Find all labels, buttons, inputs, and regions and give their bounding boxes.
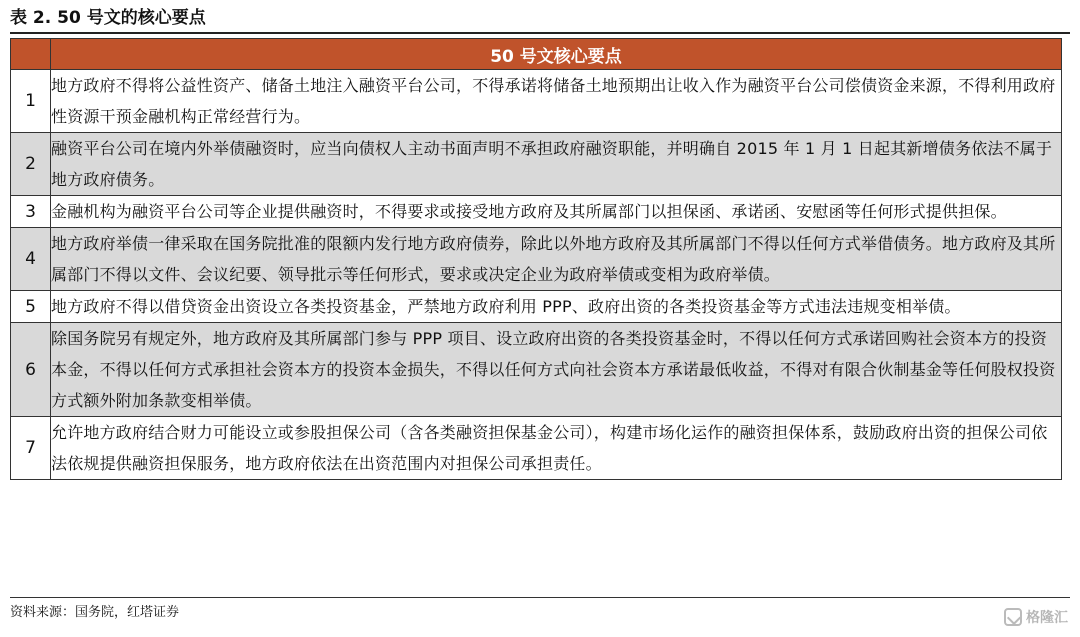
row-number: 7	[11, 417, 51, 480]
row-text: 地方政府举债一律采取在国务院批准的限额内发行地方政府债券，除此以外地方政府及其所属部门不得以任何方式举借债务。地方政府及其所属部门不得以文件、会议纪要、领导批示等任何形式，要求或决定企业为政府举债或变相为政府举债。	[51, 228, 1062, 291]
table-row	[11, 133, 1062, 196]
row-number: 2	[11, 133, 51, 196]
table-row	[11, 417, 1062, 480]
row-text: 地方政府不得以借贷资金出资设立各类投资基金，严禁地方政府利用 PPP、政府出资的各类投资基金等方式违法违规变相举债。	[51, 291, 1062, 323]
row-text: 融资平台公司在境内外举债融资时，应当向债权人主动书面声明不承担政府融资职能，并明确自 2015 年 1 月 1 日起其新增债务依法不属于地方政府债务。	[51, 133, 1062, 196]
source-note: 资料来源：国务院，红塔证券	[10, 605, 180, 620]
table-row	[11, 291, 1062, 323]
row-number: 4	[11, 228, 51, 291]
row-number: 3	[11, 196, 51, 228]
row-number: 5	[11, 291, 51, 323]
row-text: 地方政府不得将公益性资产、储备土地注入融资平台公司，不得承诺将储备土地预期出让收入作为融资平台公司偿债资金来源，不得利用政府性资源干预金融机构正常经营行为。	[51, 70, 1062, 133]
row-text: 除国务院另有规定外，地方政府及其所属部门参与 PPP 项目、设立政府出资的各类投资基金时，不得以任何方式承诺回购社会资本方的投资本金，不得以任何方式承担社会资本方的投资本金损失，不得以任何方式向社会资本方承诺最低收益，不得对有限合伙制基金等任何股权投资方式额外附加条款变相举债。	[51, 323, 1062, 417]
watermark	[1004, 606, 1068, 628]
row-text: 金融机构为融资平台公司等企业提供融资时，不得要求或接受地方政府及其所属部门以担保函、承诺函、安慰函等任何形式提供担保。	[51, 196, 1062, 228]
table-row	[11, 196, 1062, 228]
table-row	[11, 70, 1062, 133]
header-corner-cell	[11, 39, 51, 70]
watermark-logo-icon	[1004, 608, 1022, 626]
row-text: 允许地方政府结合财力可能设立或参股担保公司（含各类融资担保基金公司），构建市场化运作的融资担保体系，鼓励政府出资的担保公司依法依规提供融资担保服务，地方政府依法在出资范围内对担保公司承担责任。	[51, 417, 1062, 480]
table-row	[11, 228, 1062, 291]
table-header: 50 号文核心要点	[51, 39, 1062, 70]
row-number: 6	[11, 323, 51, 417]
watermark-text: 格隆汇	[1026, 610, 1068, 626]
table-title: 表 2. 50 号文的核心要点	[10, 8, 206, 28]
top-rule	[10, 32, 1070, 34]
table-header-row	[11, 39, 1062, 70]
bottom-rule	[10, 597, 1070, 598]
row-number: 1	[11, 70, 51, 133]
key-points-table	[10, 38, 1062, 480]
table-row	[11, 323, 1062, 417]
